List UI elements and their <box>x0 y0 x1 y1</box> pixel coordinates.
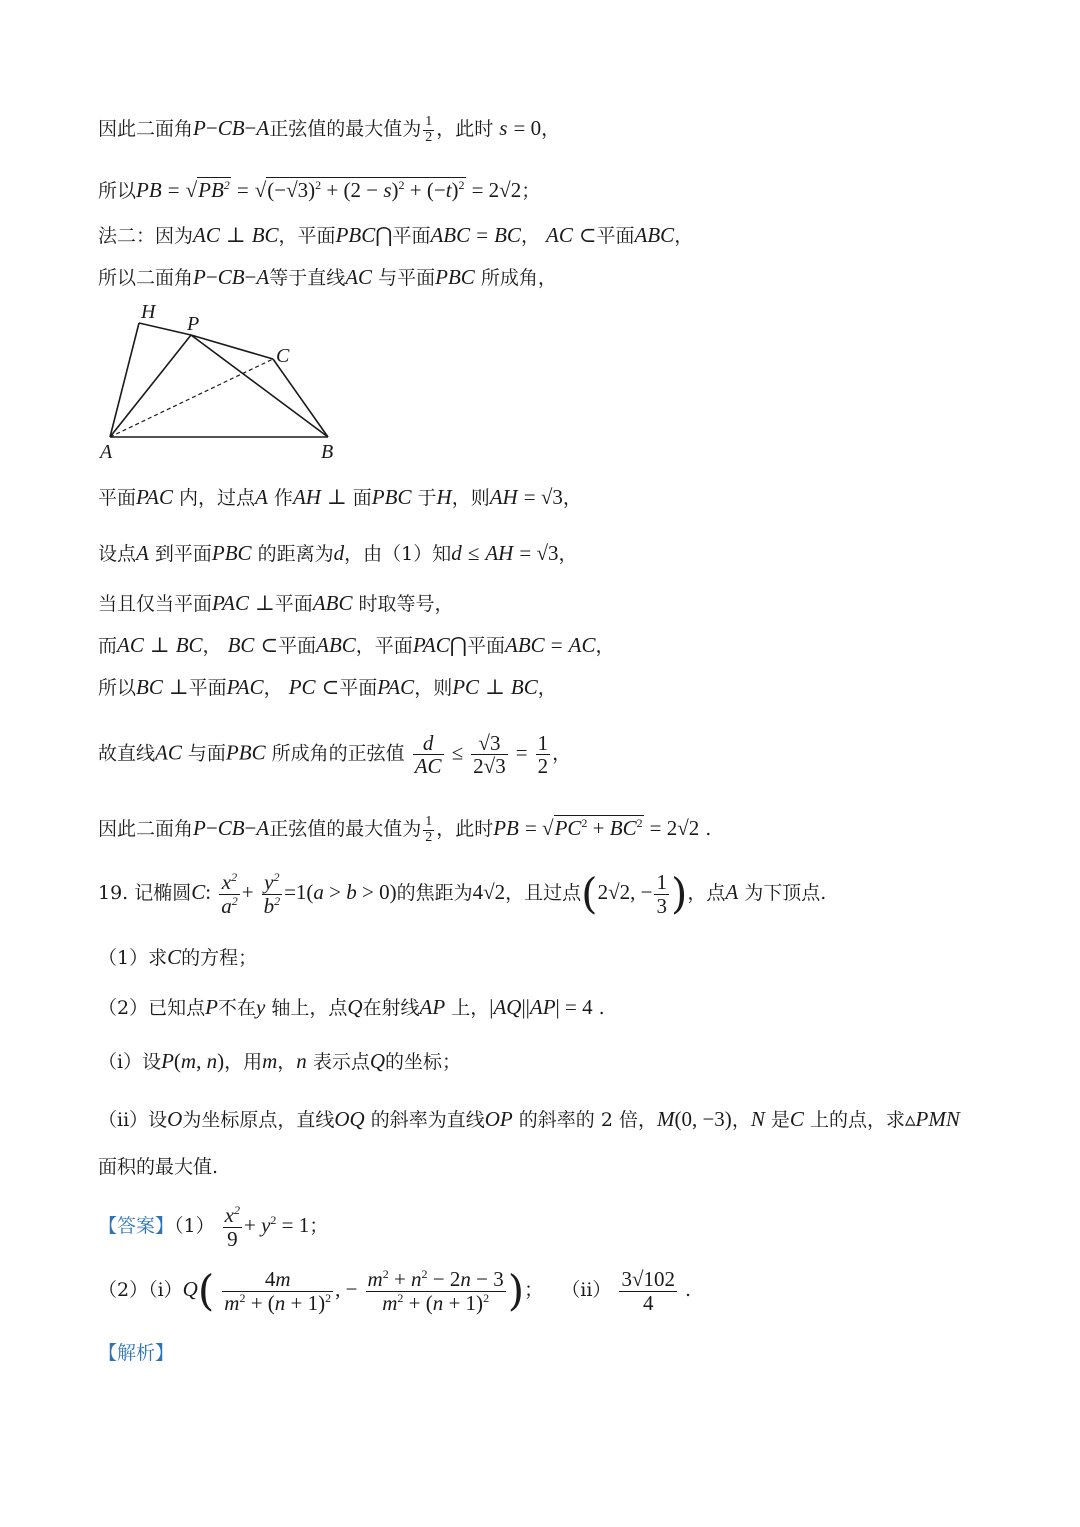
text-line: （ii）设O为坐标原点，直线OQ 的斜率为直线OP 的斜率的 2 倍，M(0, −3)，N 是C 上的点，求▵PMN <box>98 1107 960 1131</box>
text: 平面 <box>278 635 317 657</box>
text: ，平面 <box>278 225 336 247</box>
text: 到平面 <box>154 543 212 565</box>
text: ，由（1）知 <box>344 543 452 565</box>
fraction: $\frac{1}{3}$ <box>656 870 667 918</box>
question-number: 19. <box>98 882 129 904</box>
text: 所以 <box>98 677 137 699</box>
text: 所以二面角 <box>98 267 194 289</box>
text: 所成角， <box>480 267 557 289</box>
edge-PB <box>191 335 328 437</box>
text-line: 所以PB = $√PB^2 = √(-√3)^2 + (2 - s)^2 + (-t)^2 = 2√2$； <box>98 178 541 202</box>
text: ，此时 <box>436 818 494 840</box>
analysis-line <box>98 1338 174 1368</box>
text: 与平面 <box>378 267 436 289</box>
text: ，则 <box>451 487 490 509</box>
text: 的斜率为直线 <box>370 1109 485 1131</box>
text: 的坐标； <box>385 1051 462 1073</box>
text: 内，过点 <box>179 487 256 509</box>
text: 平面 <box>98 487 137 509</box>
text: 所以 <box>98 180 137 202</box>
text: 的方程； <box>181 947 258 969</box>
text: 为下顶点. <box>744 882 827 904</box>
text: （i）设 <box>98 1051 162 1073</box>
text-line: （1）求C的方程； <box>98 945 258 969</box>
label-B: B <box>321 441 334 463</box>
text: 而 <box>98 635 118 657</box>
text: 记椭圆 <box>134 882 192 904</box>
text: 正弦值的最大值为 <box>269 118 422 140</box>
text-line: 所以BC ⊥平面PAC， PC ⊂平面PAC，则PC ⊥ BC， <box>98 675 557 699</box>
text: （1）求 <box>98 947 168 969</box>
text: 故直线 <box>98 742 156 765</box>
text: ， <box>277 1051 297 1073</box>
geometry-figure <box>95 298 355 468</box>
text: （2）（i） <box>98 1279 183 1301</box>
fraction: $\frac{x^2}{9}$ <box>224 1203 240 1251</box>
text: 上的点，求 <box>809 1109 905 1131</box>
text: ， <box>731 1109 751 1131</box>
text: 设点 <box>98 543 137 565</box>
text: （ii） <box>561 1279 612 1301</box>
text: ，此时 <box>436 118 494 140</box>
fraction: $\frac{x^2}{a^2}$ <box>221 870 238 918</box>
text: 等于直线 <box>269 267 346 289</box>
text: 面 <box>352 487 372 509</box>
fraction: $\frac{√3}{2√3}$ <box>473 731 506 779</box>
edge-CB <box>273 359 328 437</box>
text: 的斜率的 2 倍， <box>518 1109 657 1131</box>
text-line: 平面PAC 内，过点A 作AH ⊥ 面PBC 于H，则AH = √3， <box>98 485 582 509</box>
text-line: （i）设P(m, n)，用m，n 表示点Q的坐标； <box>98 1049 462 1073</box>
fraction: $\frac{d}{AC}$ <box>414 731 442 779</box>
text: 平面 <box>188 677 227 699</box>
text: 在射线 <box>362 997 420 1019</box>
text: 与面 <box>187 742 226 765</box>
text: ，点 <box>687 882 726 904</box>
fraction: $\frac{1}{2}$ <box>425 813 433 845</box>
text: 当且仅当平面 <box>98 593 213 615</box>
text: ， <box>202 635 222 657</box>
text-line: 故直线AC 与面PBC 所成角的正弦值 $\frac{d}{AC}$ ≤ $\frac{√3}{2√3}$ = $\frac{1}{2}$ ， <box>98 731 572 779</box>
fraction: $\frac{3√102}{4}$ <box>621 1267 675 1315</box>
text-line <box>98 1152 218 1182</box>
question-19: 19. 记椭圆C: $\frac{x^2}{a^2}$ + $\frac{y^2}{b^2}$ =1(a > b > 0)的焦距为4√2，且过点(2√2, − $\frac{1}{3}$ )，点A 为下顶点. <box>98 869 827 918</box>
text: （2）已知点 <box>98 997 206 1019</box>
text-line: 因此二面角P−CB−A正弦值的最大值为 $\frac{1}{2}$ ，此时 s = 0， <box>98 113 561 145</box>
text: 平面 <box>274 593 313 615</box>
text: 平面 <box>467 635 506 657</box>
text-line: 因此二面角P−CB−A正弦值的最大值为 $\frac{1}{2}$ ，此时PB = $√PC^2 + BC^2 = 2√2$ . <box>98 813 712 845</box>
analysis-label: 【解析】 <box>98 1342 175 1364</box>
text: 作 <box>273 487 293 509</box>
text: ， <box>263 677 283 699</box>
text-line: 设点A 到平面PBC 的距离为d，由（1）知d ≤ AH = √3， <box>98 541 578 565</box>
fraction: $\frac{m^2 + n^2 - 2n - 3}{m^2 + (n + 1)^2}$ <box>367 1267 504 1315</box>
edge-PC <box>191 335 273 359</box>
text: ， <box>520 225 540 247</box>
answer-line: （2）（i）Q( $\frac{4m}{m^2 + (n + 1)^2}$ , − $\frac{m^2 + n^2 - 2n - 3}{m^2 + (n + 1)^2}$ )； （ii） $\frac{3√102}{4}$ . <box>98 1266 692 1315</box>
label-H: H <box>141 301 156 323</box>
text: （ii）设 <box>98 1109 168 1131</box>
text-line: 所以二面角P−CB−A等于直线AC 与平面PBC 所成角， <box>98 265 557 289</box>
text: 正弦值的最大值为 <box>269 818 422 840</box>
text: 轴上，点 <box>271 997 348 1019</box>
text: 所成角的正弦值 <box>271 742 405 765</box>
text: 不在 <box>217 997 256 1019</box>
text: ，则 <box>414 677 453 699</box>
label-A: A <box>100 441 113 463</box>
text: 的距离为 <box>257 543 334 565</box>
text: 因此二面角 <box>98 118 194 140</box>
text: 于 <box>417 487 437 509</box>
text: 平面 <box>596 225 635 247</box>
text: 是 <box>770 1109 790 1131</box>
text: 的焦距为 <box>396 882 473 904</box>
text: ，用 <box>224 1051 263 1073</box>
text: 平面 <box>392 225 431 247</box>
label-C: C <box>276 345 290 367</box>
text: 法二：因为 <box>98 225 194 247</box>
text: 平面 <box>339 677 378 699</box>
text: 上， <box>451 997 490 1019</box>
fraction: $\frac{y^2}{b^2}$ <box>263 870 281 918</box>
text: 因此二面角 <box>98 818 194 840</box>
text: （1） <box>174 1215 215 1237</box>
text-line: 当且仅当平面PAC ⊥平面ABC 时取等号， <box>98 591 454 615</box>
answer-line: 【答案】（1） $\frac{x^2}{9}$ + $y^2 = 1$； <box>98 1203 329 1251</box>
answer-label: 【答案】 <box>98 1215 175 1237</box>
fraction: $\frac{4m}{m^2 + (n + 1)^2}$ <box>224 1267 332 1315</box>
label-P: P <box>187 313 200 335</box>
fraction: $\frac{1}{2}$ <box>425 113 433 145</box>
text-line: 法二：因为AC ⊥ BC，平面PBC⋂平面ABC = BC， AC ⊂平面ABC， <box>98 223 694 247</box>
edge-HP <box>139 323 191 335</box>
text-line: 而AC ⊥ BC， BC ⊂平面ABC，平面PAC⋂平面ABC = AC， <box>98 633 615 657</box>
fraction: $\frac{1}{2}$ <box>537 731 549 779</box>
text: 为坐标原点，直线 <box>182 1109 335 1131</box>
text: ，且过点 <box>505 882 582 904</box>
edge-AC-dashed <box>110 359 273 437</box>
text: 表示点 <box>312 1051 370 1073</box>
text: 时取等号， <box>358 593 454 615</box>
text-line: （2）已知点P不在y 轴上，点Q在射线AP 上，|AQ||AP| = 4 . <box>98 995 605 1019</box>
text: ，平面 <box>355 635 413 657</box>
text: 面积的最大值. <box>98 1156 219 1178</box>
